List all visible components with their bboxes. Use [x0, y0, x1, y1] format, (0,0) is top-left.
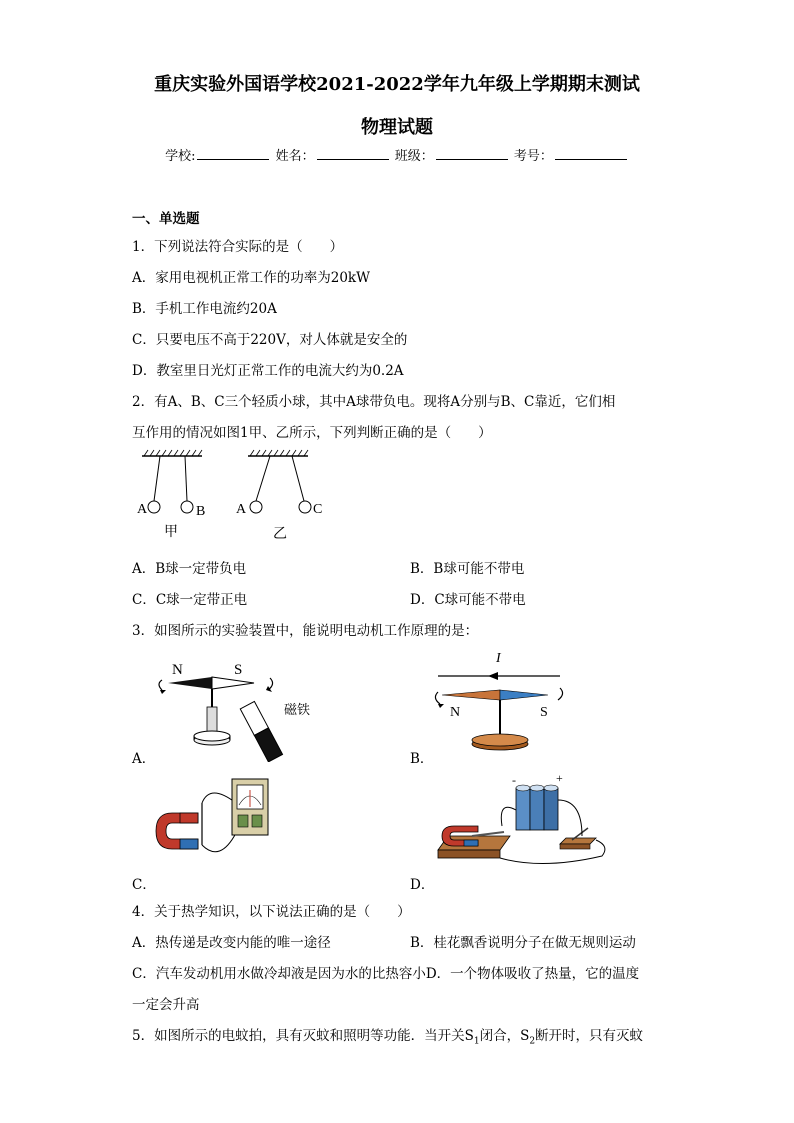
q2-option-a: A．B球一定带负电 [132, 561, 247, 577]
fig-a-s-label: S [234, 662, 243, 678]
fig-d-minus-label: - [512, 773, 516, 787]
battery-pack [516, 785, 558, 830]
q1-stem: 1．下列说法符合实际的是（ ） [132, 239, 344, 255]
school-label: 学校: [165, 149, 196, 164]
q4-option-b: B．桂花飘香说明分子在做无规则运动 [410, 935, 636, 951]
q4-option-d: D．一个物体吸收了热量，它的温度 [425, 966, 640, 982]
q3-option-b: B． [410, 751, 434, 767]
q1-option-c: C．只要电压不高于220V，对人体就是安全的 [132, 332, 408, 348]
ball-c-label: C [313, 502, 323, 517]
q5-stem-part3: 断开时，只有灭蚊 [535, 1028, 644, 1044]
fig-b-n-label: N [450, 705, 461, 720]
q3-stem: 3．如图所示的实验装置中，能说明电动机工作原理的是： [132, 623, 479, 639]
q3-figure-b [430, 648, 580, 758]
q5-stem [132, 1024, 643, 1047]
q3-figure-d [432, 770, 612, 870]
q4-stem: 4．关于热学知识，以下说法正确的是（ ） [132, 904, 411, 920]
q5-sub-1: 1 [473, 1036, 480, 1047]
q3-option-d: D． [410, 877, 435, 893]
figure-yi [236, 450, 322, 542]
q3-option-a: A． [132, 751, 156, 767]
q4-option-c-d-line [132, 962, 639, 982]
q3-figure-a [150, 652, 340, 762]
class-label: 班级： [394, 149, 434, 164]
q1-option-a: A．家用电视机正常工作的功率为20kW [132, 270, 370, 286]
q2-stem-line1: 2．有A、B、C三个轻质小球，其中A球带负电。现将A分别与B、C靠近，它们相 [132, 394, 616, 410]
q2-option-b: B．B球可能不带电 [410, 561, 525, 577]
label-jia: 甲 [164, 525, 178, 540]
q2-option-c: C．C球一定带正电 [132, 592, 248, 608]
q5-sub-2: 2 [529, 1036, 536, 1047]
q5-stem-part2: 闭合，S [479, 1028, 530, 1044]
fig-b-s-label: S [540, 705, 548, 720]
q1-option-b: B．手机工作电流约20A [132, 301, 277, 317]
name-blank[interactable] [317, 147, 389, 160]
q1-option-d: D．教室里日光灯正常工作的电流大约为0.2A [132, 363, 404, 379]
q4-option-d-cont: 一定会升高 [132, 997, 200, 1013]
number-label: 考号： [513, 149, 553, 164]
exam-title: 重庆实验外国语学校2021-2022学年九年级上学期期末测试 [154, 74, 640, 95]
q3-figure-c [150, 773, 280, 873]
figure-jia [137, 450, 205, 540]
q2-stem-line2: 互作用的情况如图1甲、乙所示，下列判断正确的是（ ） [132, 425, 492, 441]
exam-subtitle: 物理试题 [361, 117, 433, 138]
q2-option-d: D．C球可能不带电 [410, 592, 526, 608]
ball-a-label: A [137, 502, 148, 517]
class-blank[interactable] [436, 147, 508, 160]
label-yi: 乙 [273, 527, 287, 542]
q3-option-c: C． [132, 877, 156, 893]
fig-b-current-label: I [496, 651, 501, 666]
q5-stem-part1: 5．如图所示的电蚊拍，具有灭蚊和照明等功能．当开关S [132, 1028, 474, 1044]
name-label: 姓名： [275, 149, 315, 164]
q4-option-c: C．汽车发动机用水做冷却液是因为水的比热容小 [132, 966, 426, 982]
fig-a-n-label: N [172, 662, 183, 678]
fig-a-magnet-label: 磁铁 [284, 702, 311, 717]
ball-a2-label: A [236, 502, 247, 517]
q4-option-a: A．热传递是改变内能的唯一途径 [132, 935, 331, 951]
section-heading: 一、单选题 [132, 211, 200, 227]
ball-b-label: B [196, 504, 206, 519]
q2-figure-pendulums [130, 448, 340, 548]
student-info-line [0, 145, 794, 164]
number-blank[interactable] [555, 147, 627, 160]
school-blank[interactable] [197, 147, 269, 160]
fig-d-plus-label: + [556, 771, 563, 785]
